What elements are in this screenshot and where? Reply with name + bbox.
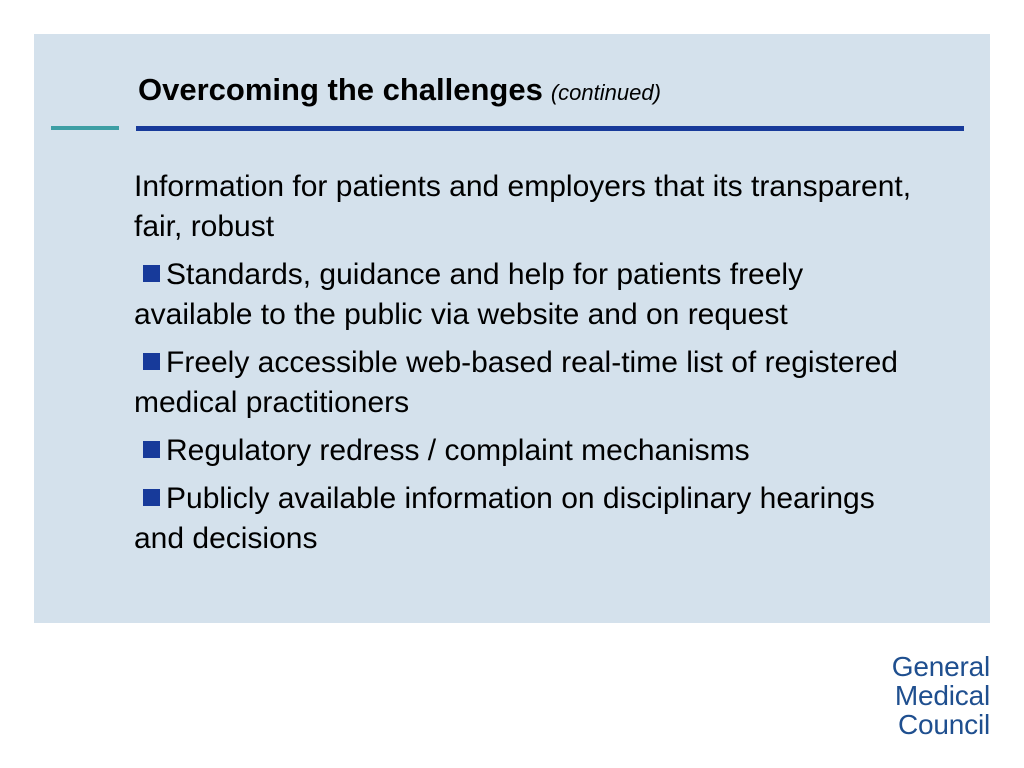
logo-line-general: General: [891, 651, 990, 682]
square-bullet-icon: [143, 353, 160, 370]
title-suffix: (continued): [550, 80, 661, 105]
square-bullet-icon: [143, 441, 160, 458]
title-rule-blue: [136, 126, 964, 131]
bullet-item: [134, 255, 924, 335]
title-rule-teal: [51, 126, 119, 130]
gmc-logo: [892, 652, 990, 739]
bullet-item: [134, 479, 924, 559]
bullet-item: [134, 343, 924, 423]
square-bullet-icon: [143, 489, 160, 506]
bullet-text: Regulatory redress / complaint mechanisms: [166, 434, 750, 467]
slide-title: [138, 72, 661, 108]
title-main: Overcoming the challenges: [138, 72, 543, 107]
bullet-text: Publicly available information on disciplinary hearings and decisions: [134, 482, 875, 555]
logo-line-council: Council: [898, 709, 990, 740]
logo-line-medical: Medical: [894, 680, 990, 711]
bullet-item: [134, 431, 924, 471]
bullet-text: Standards, guidance and help for patients freely available to the public via website and on request: [134, 258, 804, 331]
bullet-text: Freely accessible web-based real-time list of registered medical practitioners: [134, 346, 898, 419]
slide-body: [134, 167, 924, 567]
square-bullet-icon: [143, 265, 160, 282]
intro-text: Information for patients and employers that its transparent, fair, robust: [134, 170, 912, 243]
